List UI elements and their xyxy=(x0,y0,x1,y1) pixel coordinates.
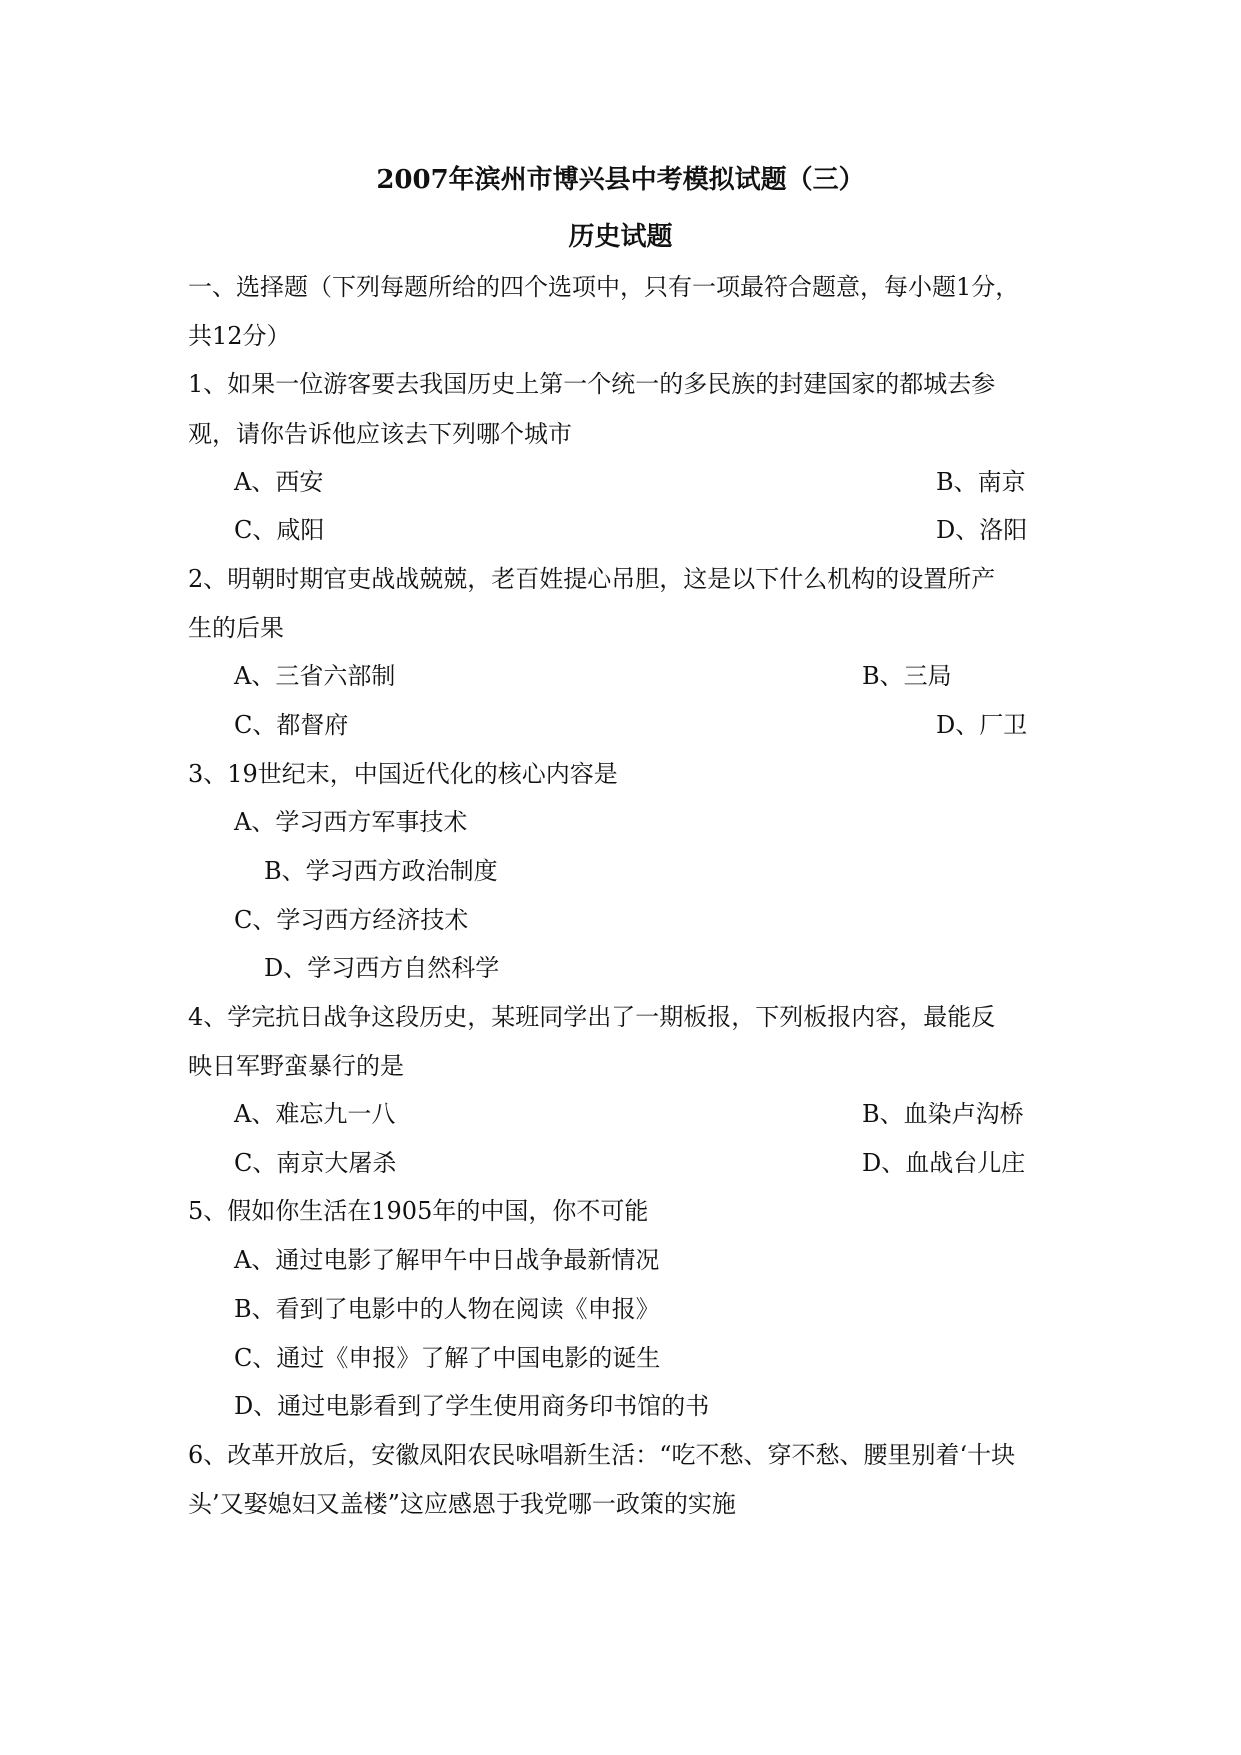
question-2-option-a: A、三省六部制 xyxy=(234,662,396,690)
question-2-text-line-2: 生的后果 xyxy=(188,614,284,642)
question-1-option-d: D、洛阳 xyxy=(936,516,1028,544)
question-3-option-a: A、学习西方军事技术 xyxy=(234,808,468,836)
question-6-text-line-2: 头’又娶媳妇又盖楼”这应感恩于我党哪一政策的实施 xyxy=(188,1490,736,1518)
question-1-text-line-2: 观，请你告诉他应该去下列哪个城市 xyxy=(188,420,572,448)
question-3-text: 3、19世纪末，中国近代化的核心内容是 xyxy=(188,760,618,788)
question-2-option-b: B、三局 xyxy=(862,662,952,690)
question-1-option-b: B、南京 xyxy=(936,468,1026,496)
question-1-text-line-1: 1、如果一位游客要去我国历史上第一个统一的多民族的封建国家的都城去参 xyxy=(188,370,996,398)
question-1-option-a: A、西安 xyxy=(234,468,324,496)
question-5-option-a: A、通过电影了解甲午中日战争最新情况 xyxy=(234,1246,660,1274)
question-3-option-d: D、学习西方自然科学 xyxy=(264,954,500,982)
question-5-option-b: B、看到了电影中的人物在阅读《申报》 xyxy=(234,1295,660,1323)
question-4-option-a: A、难忘九一八 xyxy=(234,1100,396,1128)
exam-subtitle: 历史试题 xyxy=(568,222,673,252)
question-4-option-d: D、血战台儿庄 xyxy=(862,1149,1026,1177)
section-instructions-line-2: 共12分） xyxy=(188,322,291,350)
question-2-option-c: C、都督府 xyxy=(234,711,349,739)
question-4-text-line-1: 4、学完抗日战争这段历史，某班同学出了一期板报，下列板报内容，最能反 xyxy=(188,1003,996,1031)
question-5-option-c: C、通过《申报》了解了中国电影的诞生 xyxy=(234,1344,661,1372)
section-instructions-line-1: 一、选择题（下列每题所给的四个选项中，只有一项最符合题意，每小题1分， xyxy=(188,273,1020,301)
question-4-text-line-2: 映日军野蛮暴行的是 xyxy=(188,1052,404,1080)
question-3-option-c: C、学习西方经济技术 xyxy=(234,906,469,934)
question-4-option-c: C、南京大屠杀 xyxy=(234,1149,397,1177)
question-5-option-d: D、通过电影看到了学生使用商务印书馆的书 xyxy=(234,1392,710,1420)
question-3-option-b: B、学习西方政治制度 xyxy=(264,857,498,885)
question-4-option-b: B、血染卢沟桥 xyxy=(862,1100,1024,1128)
question-6-text-line-1: 6、改革开放后，安徽凤阳农民咏唱新生活：“吃不愁、穿不愁、腰里别着‘十块 xyxy=(188,1441,1016,1469)
exam-title: 2007年滨州市博兴县中考模拟试题（三） xyxy=(376,165,865,195)
question-1-option-c: C、咸阳 xyxy=(234,516,325,544)
question-2-text-line-1: 2、明朝时期官吏战战兢兢，老百姓提心吊胆，这是以下什么机构的设置所产 xyxy=(188,565,996,593)
question-5-text: 5、假如你生活在1905年的中国，你不可能 xyxy=(188,1197,649,1225)
question-2-option-d: D、厂卫 xyxy=(936,711,1028,739)
